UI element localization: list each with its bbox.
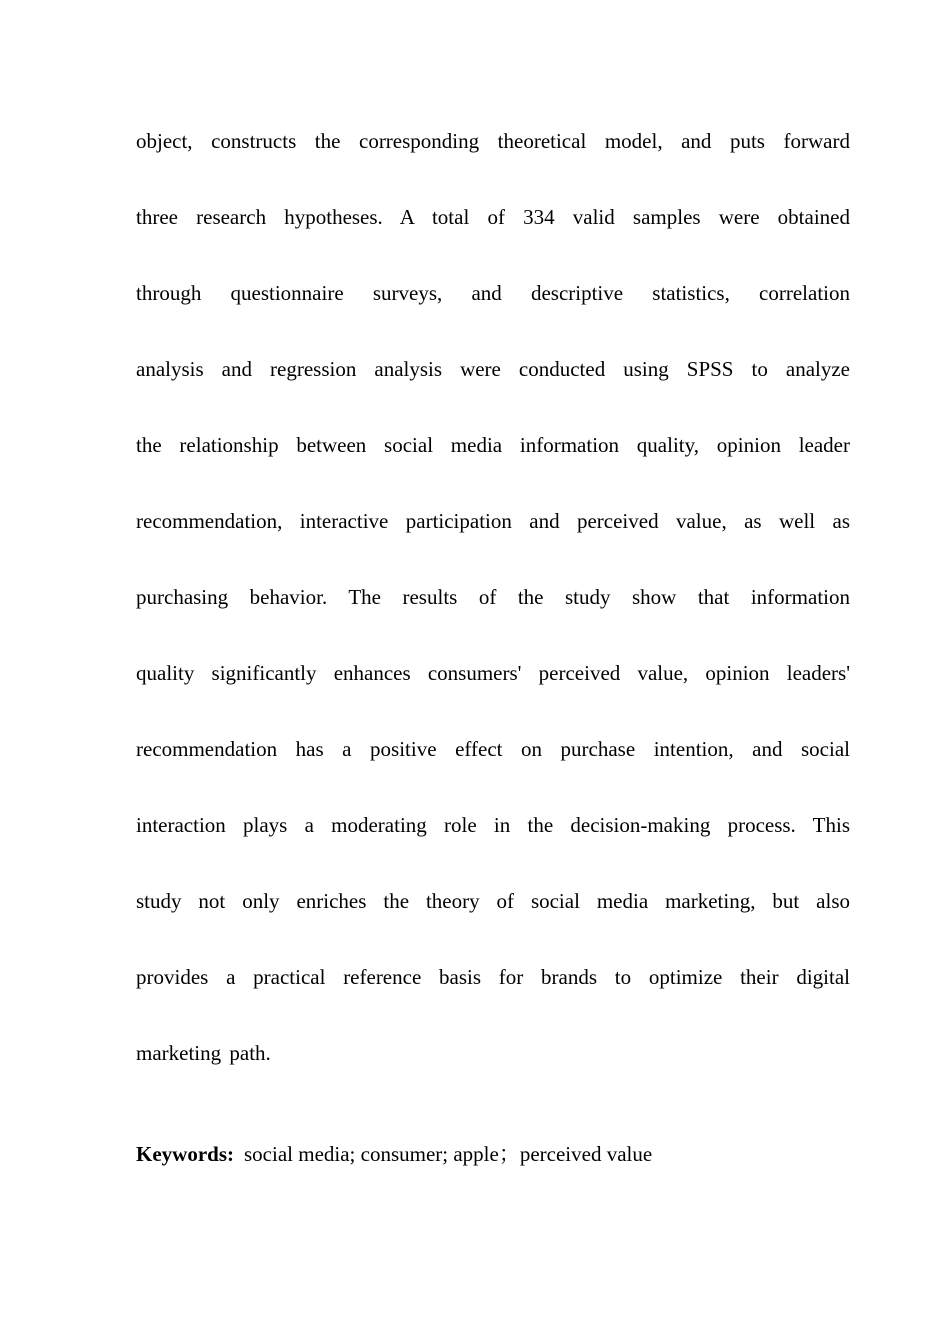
keywords-value: social media; consumer; apple；perceived value <box>244 1142 653 1166</box>
abstract-line: study not only enriches the theory of social media marketing, but also <box>136 889 850 913</box>
abstract-line: analysis and regression analysis were conducted using SPSS to analyze <box>136 357 850 381</box>
abstract-line: quality significantly enhances consumers' perceived value, opinion leaders' <box>136 661 850 685</box>
keywords-label: Keywords: <box>136 1142 234 1166</box>
abstract-line: recommendation has a positive effect on purchase intention, and social <box>136 737 850 761</box>
keywords-line <box>136 1134 850 1174</box>
abstract-line: provides a practical reference basis for brands to optimize their digital <box>136 965 850 989</box>
abstract-line: marketing path. <box>136 1041 271 1065</box>
abstract-line: recommendation, interactive participation and perceived value, as well as <box>136 509 850 533</box>
abstract-line: object, constructs the corresponding theoretical model, and puts forward <box>136 129 850 153</box>
abstract-line: purchasing behavior. The results of the study show that information <box>136 585 850 609</box>
abstract-line: interaction plays a moderating role in the decision-making process. This <box>136 813 850 837</box>
abstract-line: through questionnaire surveys, and descriptive statistics, correlation <box>136 281 850 305</box>
abstract-line: three research hypotheses. A total of 334 valid samples were obtained <box>136 205 850 229</box>
abstract-paragraph <box>136 121 850 1109</box>
abstract-line: the relationship between social media information quality, opinion leader <box>136 433 850 457</box>
